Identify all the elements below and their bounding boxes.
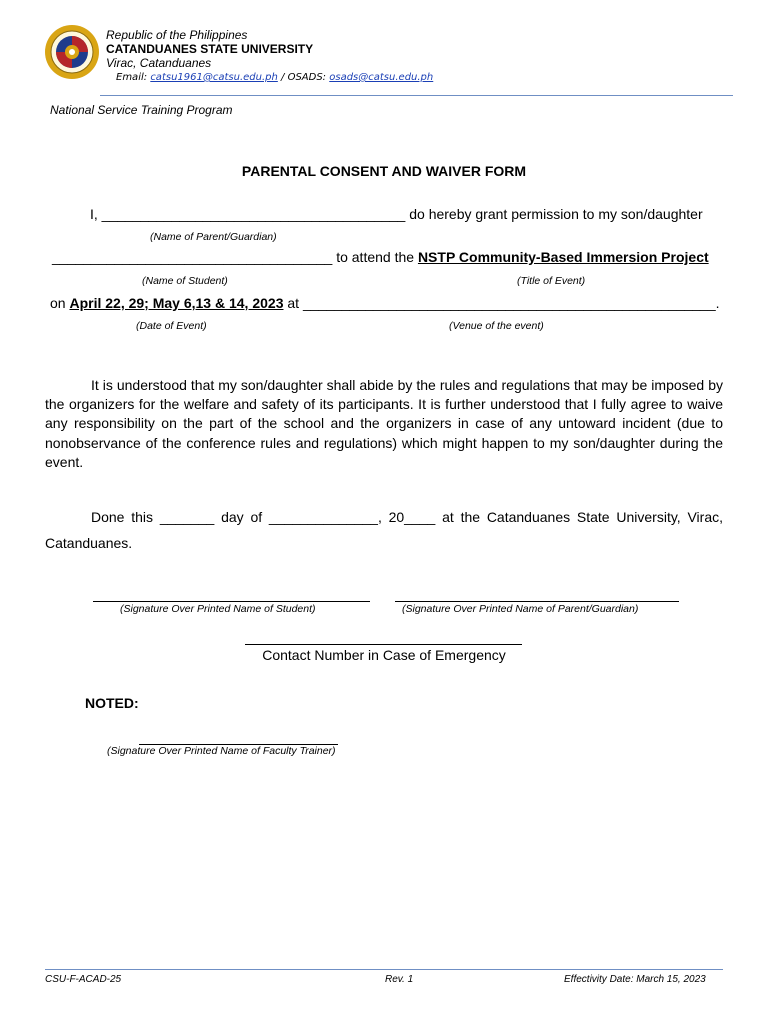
caption-event-date: (Date of Event): [136, 320, 207, 332]
footer-effectivity-date: Effectivity Date: March 15, 2023: [564, 974, 706, 985]
student-name-blank[interactable]: ____________________________________: [52, 249, 333, 265]
form-title: PARENTAL CONSENT AND WAIVER FORM: [241, 163, 527, 179]
student-line: [52, 249, 709, 265]
parent-signature-line[interactable]: [395, 601, 679, 602]
event-date: April 22, 29; May 6,13 & 14, 2023: [69, 295, 284, 311]
caption-event-title: (Title of Event): [517, 275, 586, 287]
footer-revision: Rev. 1: [385, 974, 414, 985]
line1-suffix: do hereby grant permission to my son/daughter: [409, 206, 703, 222]
student-signature-line[interactable]: [93, 601, 370, 602]
parent-line: [90, 206, 703, 222]
caption-event-venue: (Venue of the event): [449, 320, 544, 332]
date-venue-line: [50, 295, 720, 311]
osads-label: OSADS:: [287, 72, 327, 83]
parent-name-blank[interactable]: _______________________________________: [101, 206, 406, 222]
line3-at: at: [287, 295, 300, 311]
caption-parent-name: (Name of Parent/Guardian): [150, 231, 277, 243]
email-separator: /: [277, 72, 288, 83]
footer-form-code: CSU-F-ACAD-25: [45, 974, 122, 985]
header-country: Republic of the Philippines: [106, 28, 248, 42]
event-title: NSTP Community-Based Immersion Project: [417, 249, 709, 265]
caption-trainer-signature: (Signature Over Printed Name of Faculty Trainer): [107, 745, 336, 757]
emergency-contact-line[interactable]: [245, 644, 522, 645]
email-label: Email:: [116, 72, 148, 83]
line2-mid-text: to attend the: [336, 249, 415, 265]
venue-blank[interactable]: _____________________________________________________.: [302, 295, 720, 311]
program-name: National Service Training Program: [50, 103, 233, 117]
header-location: Virac, Catanduanes: [106, 56, 212, 70]
header-university-name: CATANDUANES STATE UNIVERSITY: [106, 42, 314, 56]
done-this-line: Done this _______ day of ______________, 20____ at the Catanduanes State University, Virac, Catanduanes.: [45, 509, 723, 551]
caption-parent-signature: (Signature Over Printed Name of Parent/Guardian): [402, 603, 639, 615]
waiver-paragraph: It is understood that my son/daughter shall abide by the rules and regulations that may be imposed by the organizers for the welfare and safety of its participants. It is further understood that I fully agree to waive any responsibility on the part of the school and the organizers in case of any untoward incident (due to nonobservance of the conference rules and regulations) which might happen to my son/daughter during the event.: [45, 377, 723, 470]
line1-prefix: I,: [90, 206, 98, 222]
footer-divider: [45, 969, 723, 970]
line3-prefix: on: [50, 295, 66, 311]
emergency-contact-label: Contact Number in Case of Emergency: [262, 647, 506, 663]
noted-label: NOTED:: [85, 695, 139, 711]
caption-student-signature: (Signature Over Printed Name of Student): [120, 603, 316, 615]
header-email-row: [116, 72, 433, 83]
caption-student-name: (Name of Student): [142, 275, 228, 287]
osads-email-link[interactable]: osads@catsu.edu.ph: [329, 72, 434, 83]
university-seal-logo: [44, 24, 100, 80]
email-link[interactable]: catsu1961@catsu.edu.ph: [150, 72, 278, 83]
header-divider: [100, 95, 733, 96]
